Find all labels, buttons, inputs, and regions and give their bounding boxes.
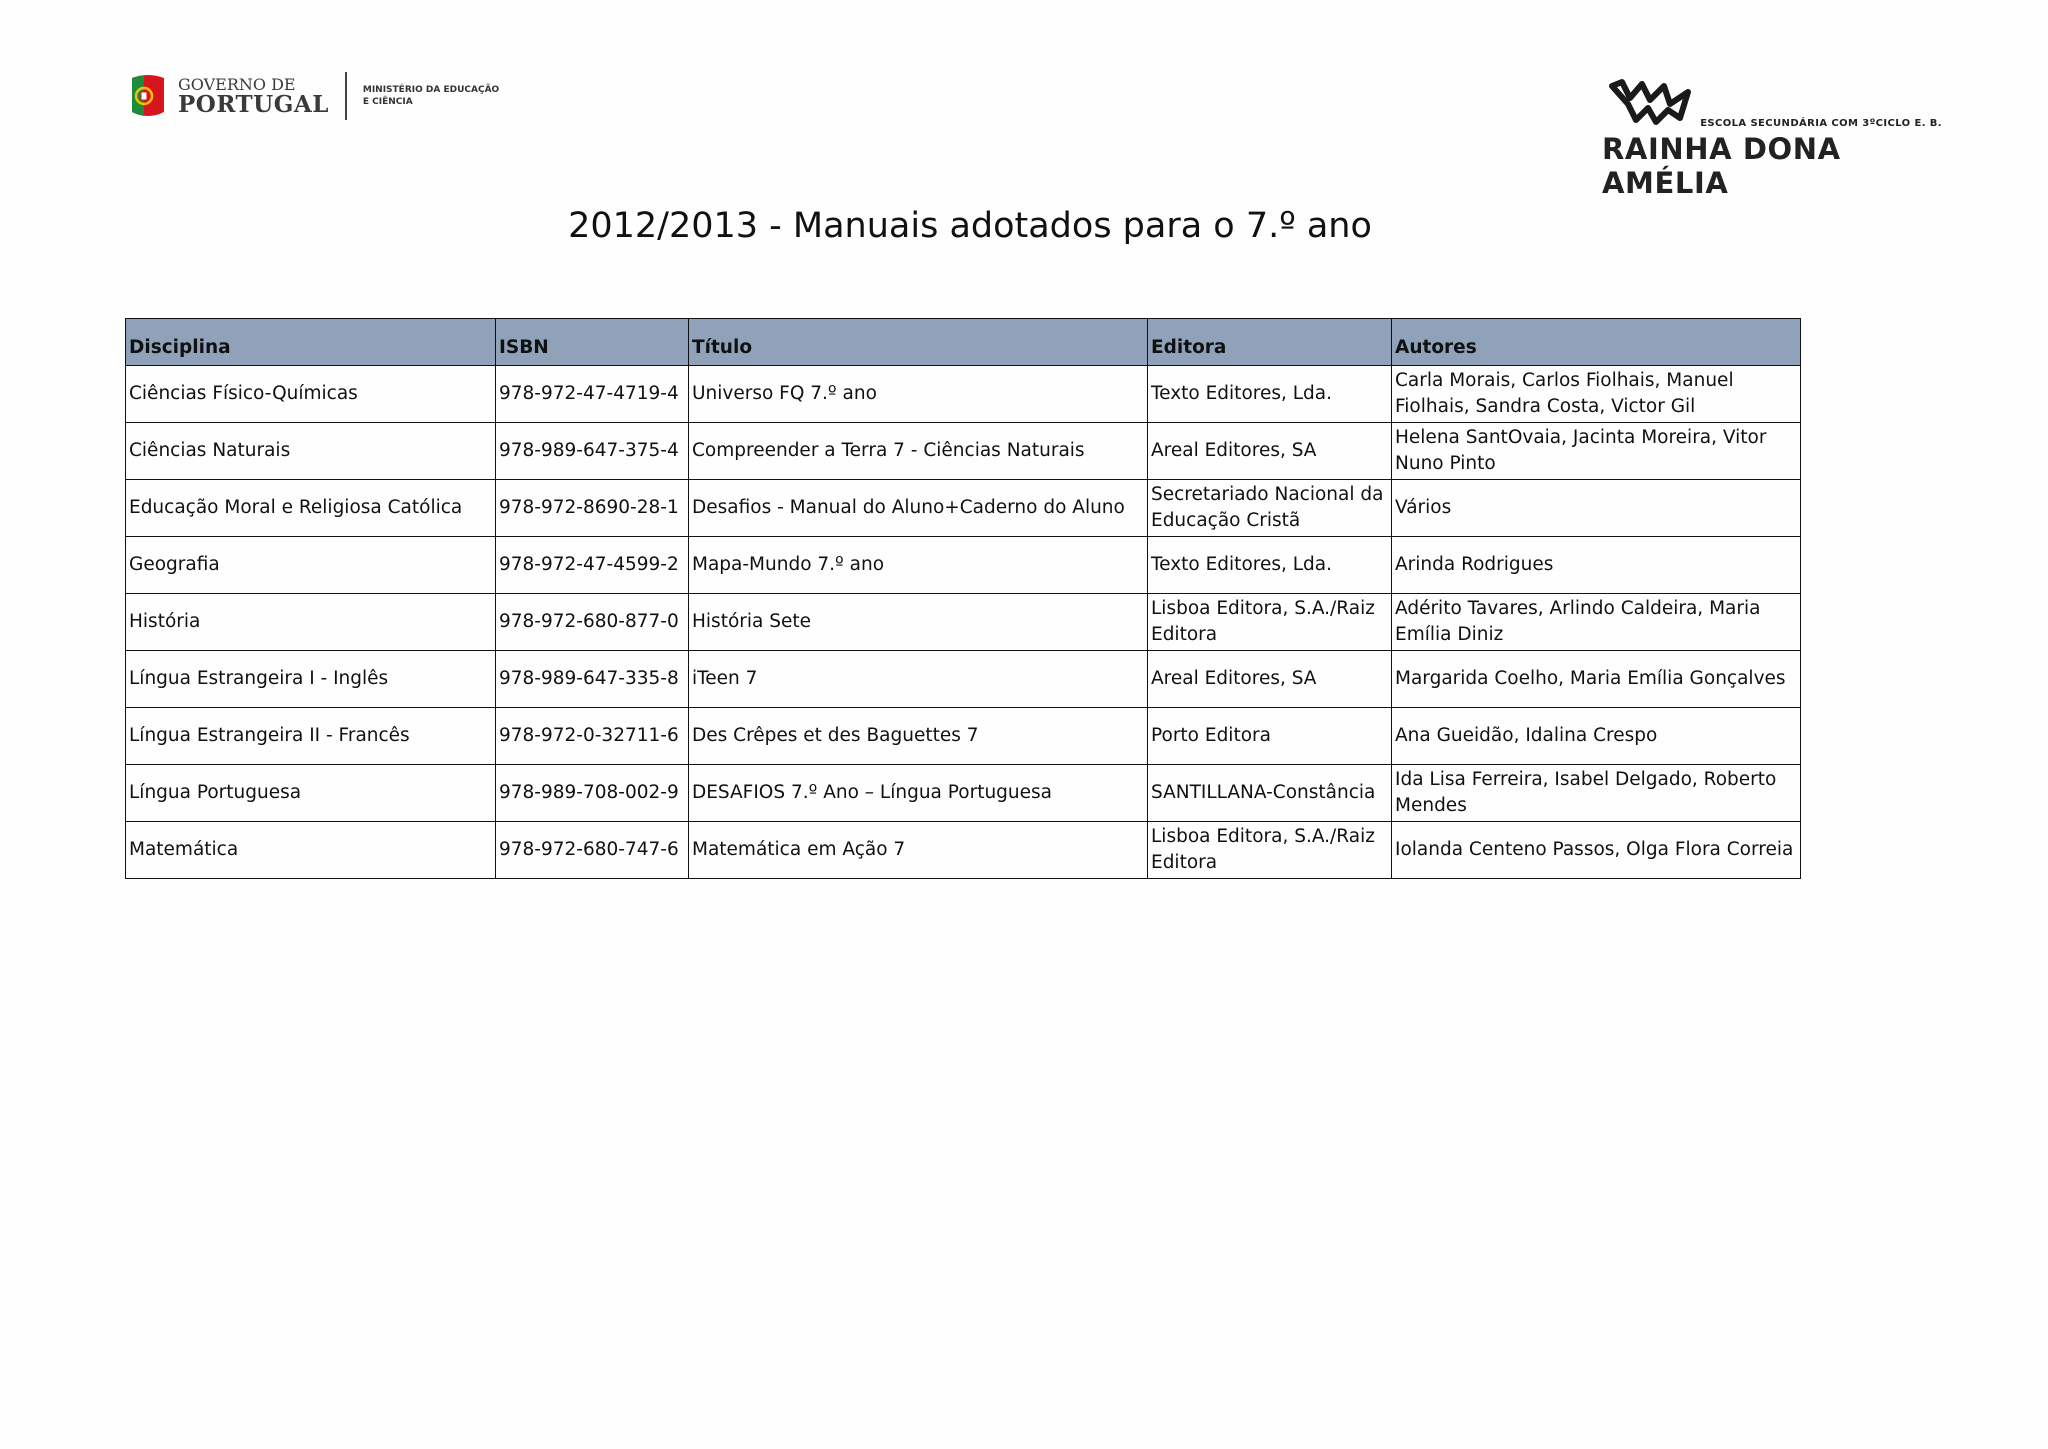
page-title: 2012/2013 - Manuais adotados para o 7.º ano	[568, 206, 1372, 246]
cell-titulo: DESAFIOS 7.º Ano – Língua Portuguesa	[689, 765, 1148, 822]
table-body	[126, 366, 1801, 879]
cell-autores: Arinda Rodrigues	[1392, 537, 1801, 594]
cell-autores: Ana Gueidão, Idalina Crespo	[1392, 708, 1801, 765]
cell-titulo: Matemática em Ação 7	[689, 822, 1148, 879]
school-logo-name: RAINHA DONA AMÉLIA	[1602, 132, 1841, 200]
cell-editora: Areal Editores, SA	[1148, 423, 1392, 480]
cell-titulo: Universo FQ 7.º ano	[689, 366, 1148, 423]
cell-disciplina: Língua Estrangeira I - Inglês	[126, 651, 496, 708]
cell-editora: Lisboa Editora, S.A./Raiz Editora	[1148, 822, 1392, 879]
column-header-isbn: ISBN	[496, 319, 689, 366]
column-header-disciplina: Disciplina	[126, 319, 496, 366]
table-row	[126, 537, 1801, 594]
table-row	[126, 366, 1801, 423]
table-header-row	[126, 319, 1801, 366]
cell-disciplina: Matemática	[126, 822, 496, 879]
manuals-table	[125, 318, 1801, 879]
cell-disciplina: Educação Moral e Religiosa Católica	[126, 480, 496, 537]
gov-logo-line1: GOVERNO DE	[178, 74, 296, 94]
cell-titulo: iTeen 7	[689, 651, 1148, 708]
column-header-titulo: Título	[689, 319, 1148, 366]
table-row	[126, 765, 1801, 822]
cell-disciplina: Ciências Naturais	[126, 423, 496, 480]
cell-disciplina: Geografia	[126, 537, 496, 594]
ministry-line2: E CIÊNCIA	[362, 97, 413, 107]
cell-autores: Adérito Tavares, Arlindo Caldeira, Maria Emília Diniz	[1392, 594, 1801, 651]
school-logo	[1602, 76, 1942, 200]
gov-logo-divider	[345, 72, 347, 120]
gov-logo-line2: PORTUGAL	[178, 90, 329, 118]
cell-editora: Lisboa Editora, S.A./Raiz Editora	[1148, 594, 1392, 651]
table-row	[126, 423, 1801, 480]
cell-disciplina: Língua Estrangeira II - Francês	[126, 708, 496, 765]
school-logo-subtitle: ESCOLA SECUNDÁRIA COM 3ºCICLO E. B.	[1700, 118, 1942, 129]
cell-titulo: Compreender a Terra 7 - Ciências Naturais	[689, 423, 1148, 480]
cell-isbn: 978-972-47-4719-4	[496, 366, 689, 423]
cell-autores: Ida Lisa Ferreira, Isabel Delgado, Roberto Mendes	[1392, 765, 1801, 822]
cell-isbn: 978-972-47-4599-2	[496, 537, 689, 594]
table-row	[126, 708, 1801, 765]
ministry-line1: MINISTÉRIO DA EDUCAÇÃO	[362, 84, 500, 95]
cell-editora: Areal Editores, SA	[1148, 651, 1392, 708]
cell-editora: Texto Editores, Lda.	[1148, 366, 1392, 423]
cell-titulo: Mapa-Mundo 7.º ano	[689, 537, 1148, 594]
portugal-flag-icon	[128, 72, 168, 120]
cell-isbn: 978-989-647-335-8	[496, 651, 689, 708]
cell-editora: Texto Editores, Lda.	[1148, 537, 1392, 594]
cell-isbn: 978-989-647-375-4	[496, 423, 689, 480]
cell-isbn: 978-972-680-877-0	[496, 594, 689, 651]
cell-editora: Porto Editora	[1148, 708, 1392, 765]
cell-isbn: 978-972-8690-28-1	[496, 480, 689, 537]
cell-autores: Helena SantOvaia, Jacinta Moreira, Vitor Nuno Pinto	[1392, 423, 1801, 480]
cell-titulo: História Sete	[689, 594, 1148, 651]
cell-disciplina: Língua Portuguesa	[126, 765, 496, 822]
cell-disciplina: História	[126, 594, 496, 651]
table-row	[126, 594, 1801, 651]
cell-isbn: 978-972-0-32711-6	[496, 708, 689, 765]
cell-autores: Carla Morais, Carlos Fiolhais, Manuel Fiolhais, Sandra Costa, Victor Gil	[1392, 366, 1801, 423]
cell-isbn: 978-972-680-747-6	[496, 822, 689, 879]
cell-titulo: Des Crêpes et des Baguettes 7	[689, 708, 1148, 765]
cell-autores: Iolanda Centeno Passos, Olga Flora Correia	[1392, 822, 1801, 879]
cell-editora: Secretariado Nacional da Educação Cristã	[1148, 480, 1392, 537]
column-header-editora: Editora	[1148, 319, 1392, 366]
cell-editora: SANTILLANA-Constância	[1148, 765, 1392, 822]
cell-isbn: 978-989-708-002-9	[496, 765, 689, 822]
cell-disciplina: Ciências Físico-Químicas	[126, 366, 496, 423]
table-row	[126, 822, 1801, 879]
table-row	[126, 651, 1801, 708]
cell-autores: Margarida Coelho, Maria Emília Gonçalves	[1392, 651, 1801, 708]
table-row	[126, 480, 1801, 537]
cell-titulo: Desafios - Manual do Aluno+Caderno do Aluno	[689, 480, 1148, 537]
crown-icon	[1608, 78, 1694, 126]
cell-autores: Vários	[1392, 480, 1801, 537]
column-header-autores: Autores	[1392, 319, 1801, 366]
government-logo	[128, 68, 499, 124]
